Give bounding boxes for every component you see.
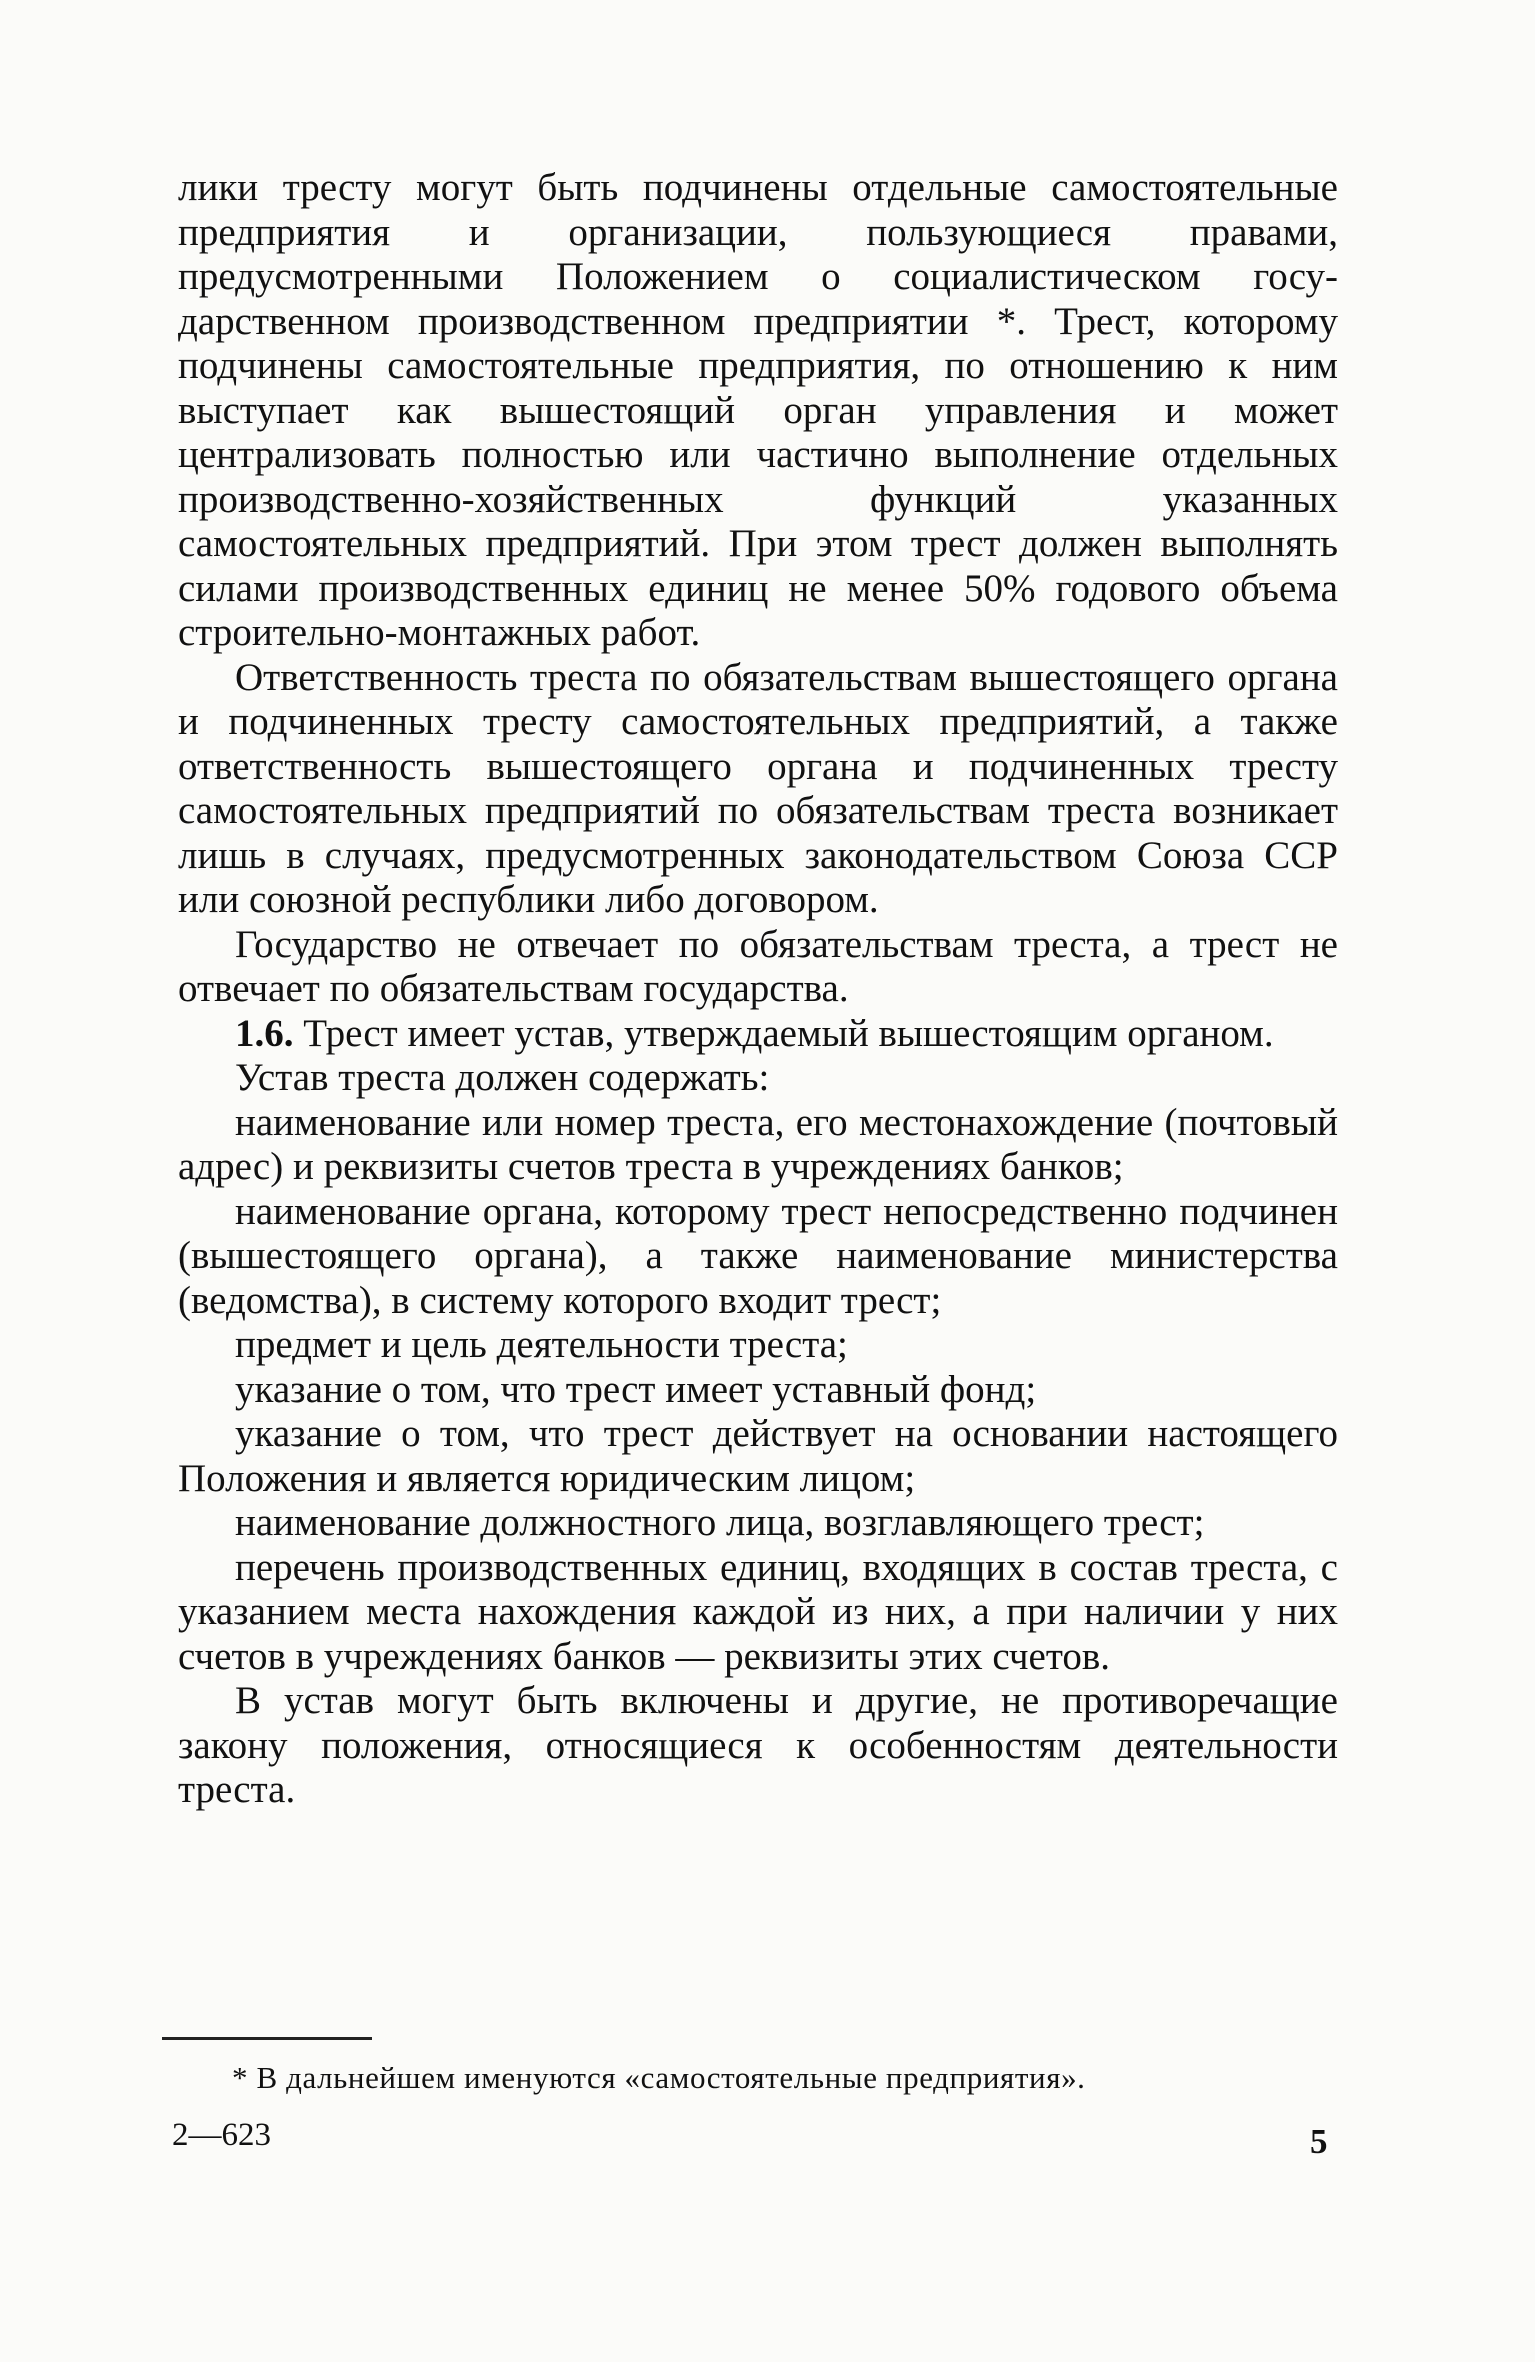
footnote-divider [162,2037,372,2040]
paragraph-other-provisions: В устав могут быть включены и другие, не противоречащие закону положения, относящиеся к особенностям деятельности треста. [178,1679,1338,1811]
paragraph-state-liability: Государство не отвечает по обязательствам треста, а трест не отвечает по обязательствам государства. [178,922,1338,1010]
list-item: предмет и цель деятельности треста; [235,1323,848,1366]
paragraph-continuation: лики тресту могут быть подчинены отдельные самостоятельные предприятия и организации, пользующиеся правами, предусмотренными Положением о социалистическом государственном производственном предприятии *. Трест, которому подчинены самостоятельные предприятия, по отношению к ним выступает как вышестоящий орган управления и может централизовать полностью или частично выполнение отдельных производственно-хозяйственных функций указанных самостоятельных предприятий. При этом трест должен выполнять силами производственных единиц не менее 50% годового объема строительно-монтажных работ. [178,166,1338,654]
page-number: 5 [1310,2122,1328,2161]
section-text: Трест имеет устав, утверждаемый вышестоящим органом. [293,1011,1274,1055]
paragraph-charter-intro: Устав треста должен содержать: [235,1056,770,1099]
list-item: наименование или номер треста, его местонахождение (почтовый адрес) и реквизиты счетов треста в учреждениях банков; [178,1100,1338,1188]
section-1-6 [178,1012,1338,1057]
list-item: наименование органа, которому трест непосредственно подчинен (вышестоящего органа), а также наименование министерства (ведомства), в систему которого входит трест; [178,1189,1338,1322]
section-number: 1.6. [235,1011,294,1055]
list-item: наименование должностного лица, возглавляющего трест; [235,1501,1205,1544]
footnote: * В дальнейшем именуются «самостоятельные предприятия». [232,2060,1086,2095]
body-text [178,166,1338,1813]
list-item: указание о том, что трест имеет уставный фонд; [235,1367,1037,1411]
printer-signature: 2—623 [172,2117,271,2153]
paragraph-trust-liability: Ответственность треста по обязательствам вышестоящего органа и подчиненных тресту самостоятельных предприятий, а также ответственность вышестоящего органа и подчиненных тресту самостоятельных предприятий по обязательствам треста возникает лишь в случаях, предусмотренных законодательством Союза ССР или союзной республики либо договором. [178,655,1338,921]
list-item: перечень производственных единиц, входящих в состав треста, с указанием места нахождения каждой из них, а при наличии у них счетов в учреждениях банков — реквизиты этих счетов. [178,1545,1338,1678]
list-item: указание о том, что трест действует на основании настоящего Положения и является юридическим лицом; [178,1412,1338,1500]
